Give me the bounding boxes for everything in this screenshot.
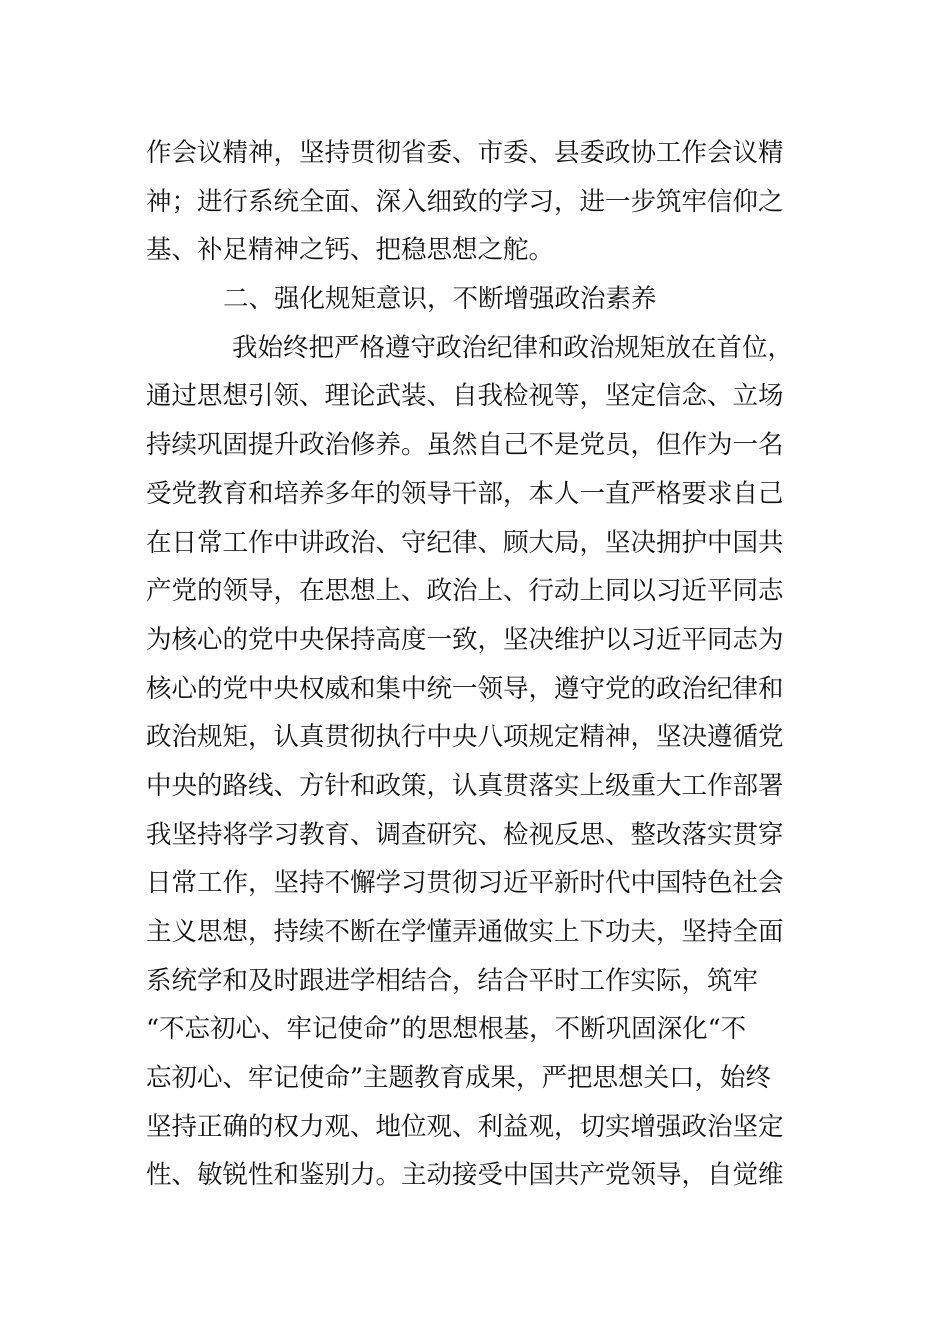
body-line: 中央的路线、方针和政策，认真贯落实上级重大工作部署 (146, 770, 784, 801)
body-line: 产党的领导，在思想上、政治上、行动上同以习近平同志 (146, 576, 784, 607)
body-line: 忘初心、牢记使命”主题教育成果，严把思想关口，始终 (146, 1063, 772, 1094)
body-line: 我坚持将学习教育、调查研究、检视反思、整改落实贯穿 (146, 819, 784, 850)
body-line: 核心的党中央权威和集中统一领导，遵守党的政治纪律和 (146, 673, 784, 704)
document-body (146, 129, 816, 1200)
body-line: 神；进行系统全面、深入细致的学习，进一步筑牢信仰之 (146, 186, 784, 217)
body-line: 政治规矩，认真贯彻执行中央八项规定精神，坚决遵循党 (146, 722, 784, 753)
body-line: 通过思想引领、理论武装、自我检视等，坚定信念、立场 (146, 381, 784, 412)
body-line: 系统学和及时跟进学相结合，结合平时工作实际，筑牢 (146, 965, 759, 996)
body-line: 在日常工作中讲政治、守纪律、顾大局，坚决拥护中国共 (146, 527, 784, 558)
body-line: 日常工作，坚持不懈学习贯彻习近平新时代中国特色社会 (146, 868, 784, 899)
body-line: 坚持正确的权力观、地位观、利益观，切实增强政治坚定 (146, 1111, 784, 1142)
body-line: 受党教育和培养多年的领导干部，本人一直严格要求自己 (146, 478, 784, 509)
body-line: “不忘初心、牢记使命”的思想根基，不断巩固深化“不 (146, 1014, 747, 1045)
body-line: 为核心的党中央保持高度一致，坚决维护以习近平同志为 (146, 624, 784, 655)
body-line: 基、补足精神之钙、把稳思想之舵。 (146, 235, 555, 266)
section-heading: 二、强化规矩意识，不断增强政治素养 (223, 284, 657, 315)
paragraph-first-line: 我始终把严格遵守政治纪律和政治规矩放在首位， (232, 332, 794, 363)
body-line: 性、敏锐性和鉴别力。主动接受中国共产党领导，自觉维 (146, 1160, 784, 1191)
body-line: 主义思想，持续不断在学懂弄通做实上下功夫，坚持全面 (146, 917, 784, 947)
body-line: 作会议精神，坚持贯彻省委、市委、县委政协工作会议精 (146, 138, 784, 168)
body-line: 持续巩固提升政治修养。虽然自己不是党员，但作为一名 (146, 430, 784, 461)
